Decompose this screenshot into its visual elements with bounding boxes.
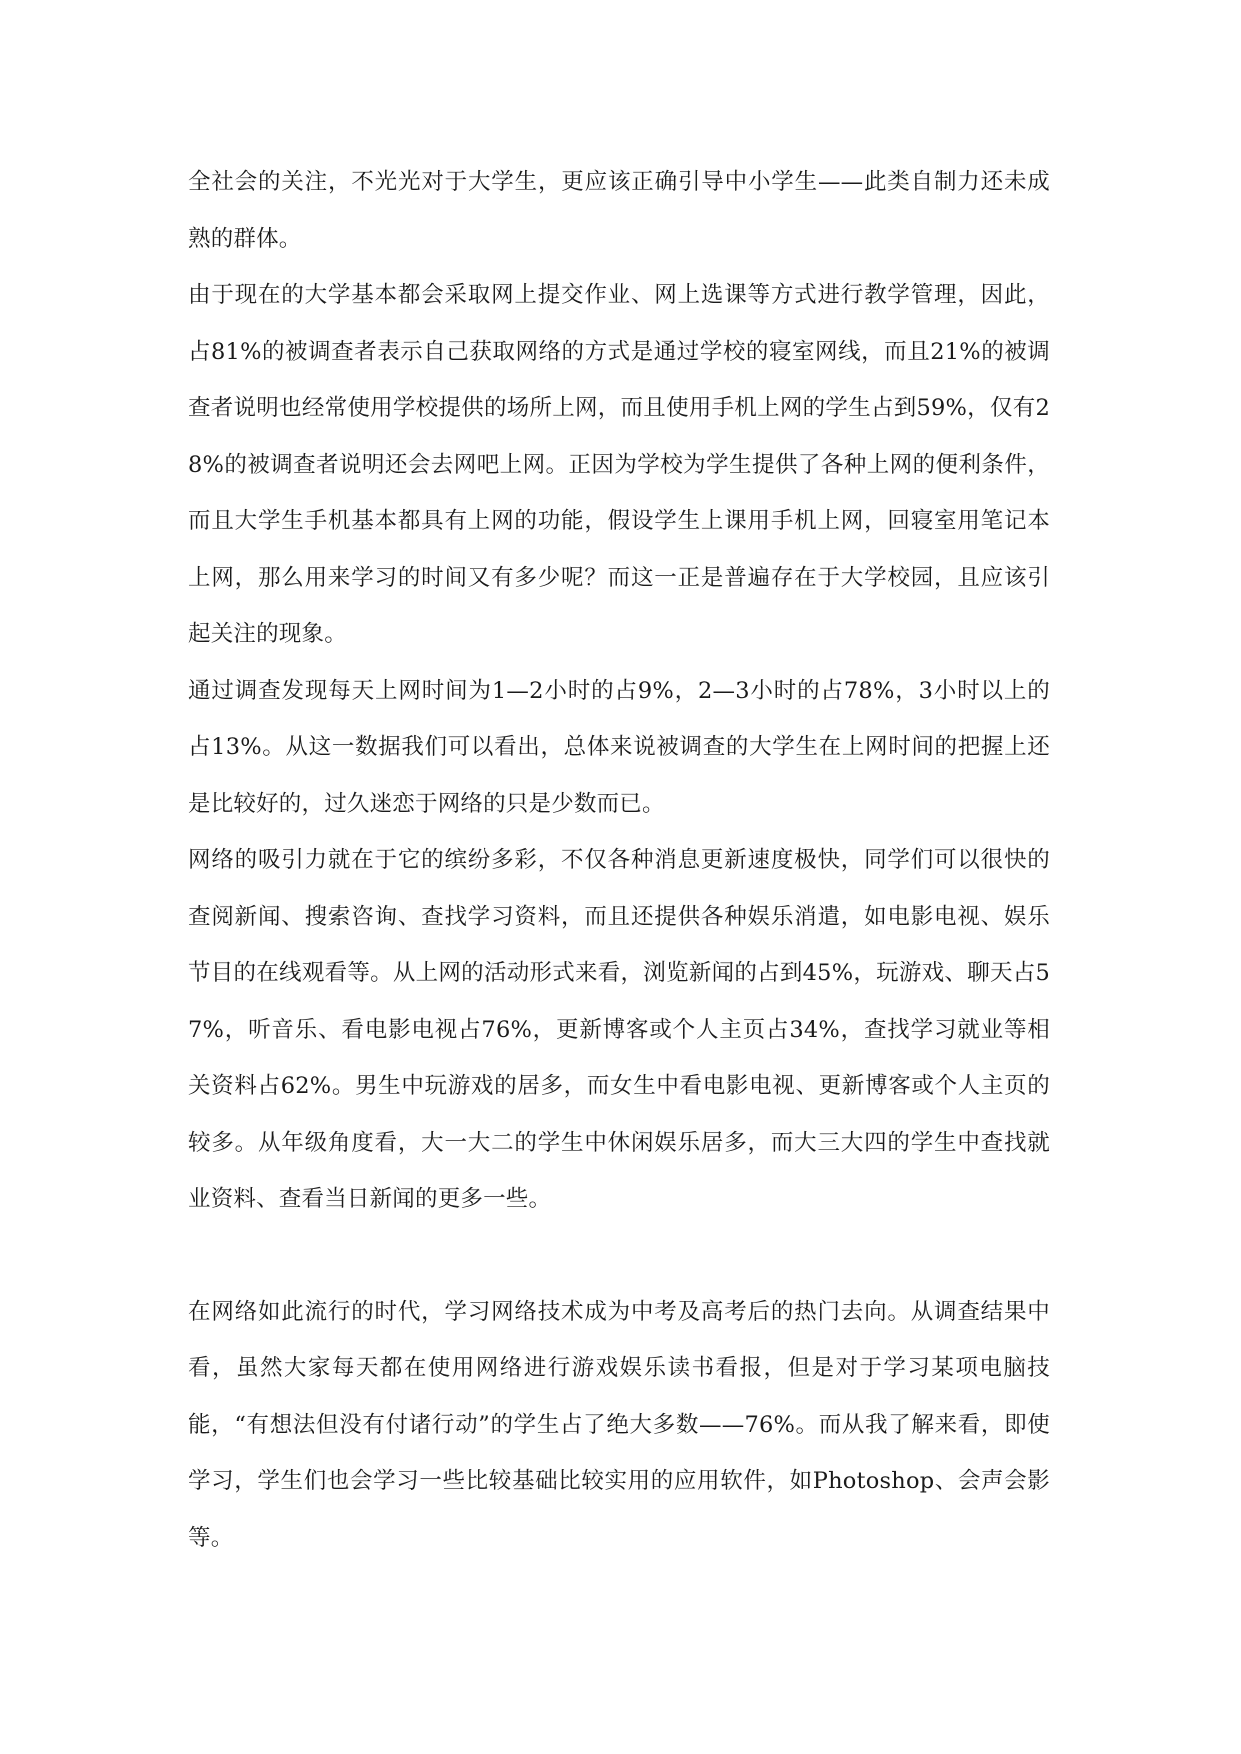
paragraph-spacer bbox=[188, 1228, 1050, 1284]
paragraph-intro-continuation: 全社会的关注，不光光对于大学生，更应该正确引导中小学生——此类自制力还未成熟的群体。 bbox=[188, 169, 1050, 252]
paragraph-internet-access: 由于现在的大学基本都会采取网上提交作业、网上选课等方式进行教学管理，因此，占81%的被调查者表示自己获取网络的方式是通过学校的寝室网线，而且21%的被调查者说明也经常使用学校提供的场所上网，而且使用手机上网的学生占到59%，仅有28%的被调查者说明还会去网吧上网。正因为学校为学生提供了各种上网的便利条件，而且大学生手机基本都具有上网的功能，假设学生上课用手机上网，回寝室用笔记本上网，那么用来学习的时间又有多少呢？而这一正是普遍存在于大学校园，且应该引起关注的现象。 bbox=[188, 282, 1050, 647]
paragraph-online-activities: 网络的吸引力就在于它的缤纷多彩，不仅各种消息更新速度极快，同学们可以很快的查阅新闻、搜索咨询、查找学习资料，而且还提供各种娱乐消遣，如电影电视、娱乐节目的在线观看等。从上网的活动形式来看，浏览新闻的占到45%，玩游戏、聊天占57%，听音乐、看电影电视占76%，更新博客或个人主页占34%，查找学习就业等相关资料占62%。男生中玩游戏的居多，而女生中看电影电视、更新博客或个人主页的较多。从年级角度看，大一大二的学生中休闲娱乐居多，而大三大四的学生中查找就业资料、查看当日新闻的更多一些。 bbox=[188, 847, 1050, 1212]
paragraph-daily-online-time: 通过调查发现每天上网时间为1—2小时的占9%，2—3小时的占78%，3小时以上的占13%。从这一数据我们可以看出，总体来说被调查的大学生在上网时间的把握上还是比较好的，过久迷恋于网络的只是少数而已。 bbox=[188, 677, 1050, 817]
paragraph-learning-network-skills: 在网络如此流行的时代，学习网络技术成为中考及高考后的热门去向。从调查结果中看，虽然大家每天都在使用网络进行游戏娱乐读书看报，但是对于学习某项电脑技能，“有想法但没有付诸行动”的学生占了绝大多数——76%。而从我了解来看，即使学习，学生们也会学习一些比较基础比较实用的应用软件，如Photoshop、会声会影等。 bbox=[188, 1298, 1050, 1551]
document-body bbox=[188, 154, 1050, 1566]
